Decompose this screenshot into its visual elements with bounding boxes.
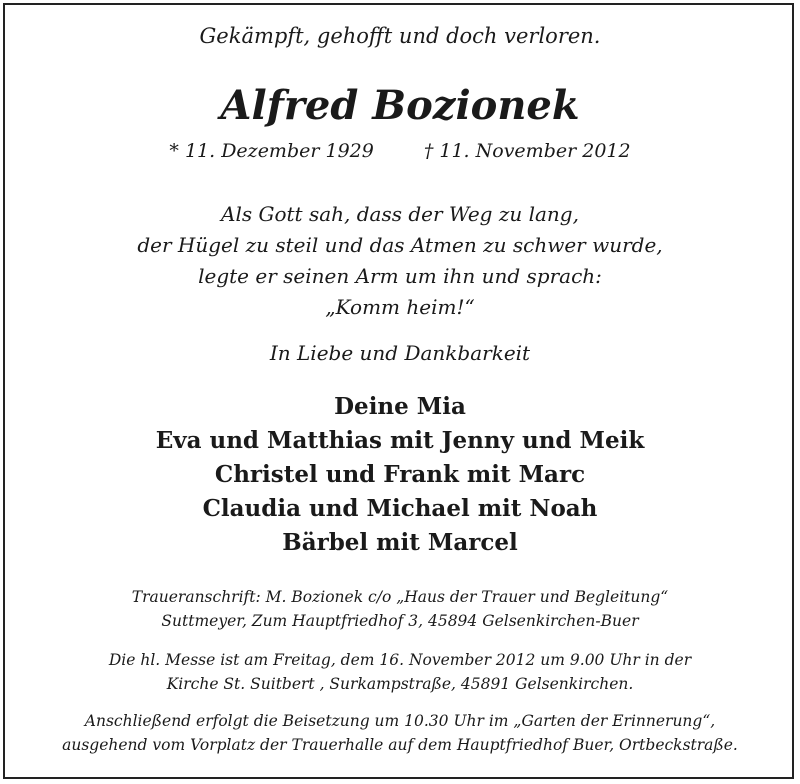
poem-line: Als Gott sah, dass der Weg zu lang, xyxy=(221,202,579,226)
family-member: Claudia und Michael mit Noah xyxy=(202,495,598,522)
mass-info-line: Kirche St. Suitbert , Surkampstraße, 45891 Gelsenkirchen. xyxy=(166,675,634,693)
mass-info-line: Die hl. Messe ist am Freitag, dem 16. November 2012 um 9.00 Uhr in der xyxy=(108,651,692,669)
motto-text: Gekämpft, gehofft und doch verloren. xyxy=(199,24,601,48)
birth-date: * 11. Dezember 1929 xyxy=(169,140,374,162)
life-dates xyxy=(0,140,800,162)
poem-line: legte er seinen Arm um ihn und sprach: xyxy=(198,264,602,288)
dedication-text: In Liebe und Dankbarkeit xyxy=(269,341,531,365)
burial-info-line: ausgehend vom Vorplatz der Trauerhalle auf dem Hauptfriedhof Buer, Ortbeckstraße. xyxy=(62,736,738,754)
address-line: Suttmeyer, Zum Hauptfriedhof 3, 45894 Gelsenkirchen-Buer xyxy=(161,612,639,630)
family-member: Deine Mia xyxy=(334,393,466,420)
family-member: Eva und Matthias mit Jenny und Meik xyxy=(155,427,645,454)
burial-info-line: Anschließend erfolgt die Beisetzung um 10.30 Uhr im „Garten der Erinnerung“, xyxy=(84,712,716,730)
poem-line: „Komm heim!“ xyxy=(325,295,475,319)
death-date: † 11. November 2012 xyxy=(423,140,631,162)
family-member: Bärbel mit Marcel xyxy=(282,529,518,556)
family-member: Christel und Frank mit Marc xyxy=(214,461,586,488)
deceased-name: Alfred Bozionek xyxy=(220,82,580,129)
poem-line: der Hügel zu steil und das Atmen zu schwer wurde, xyxy=(137,233,663,257)
address-line: Traueranschrift: M. Bozionek c/o „Haus der Trauer und Begleitung“ xyxy=(131,588,669,606)
